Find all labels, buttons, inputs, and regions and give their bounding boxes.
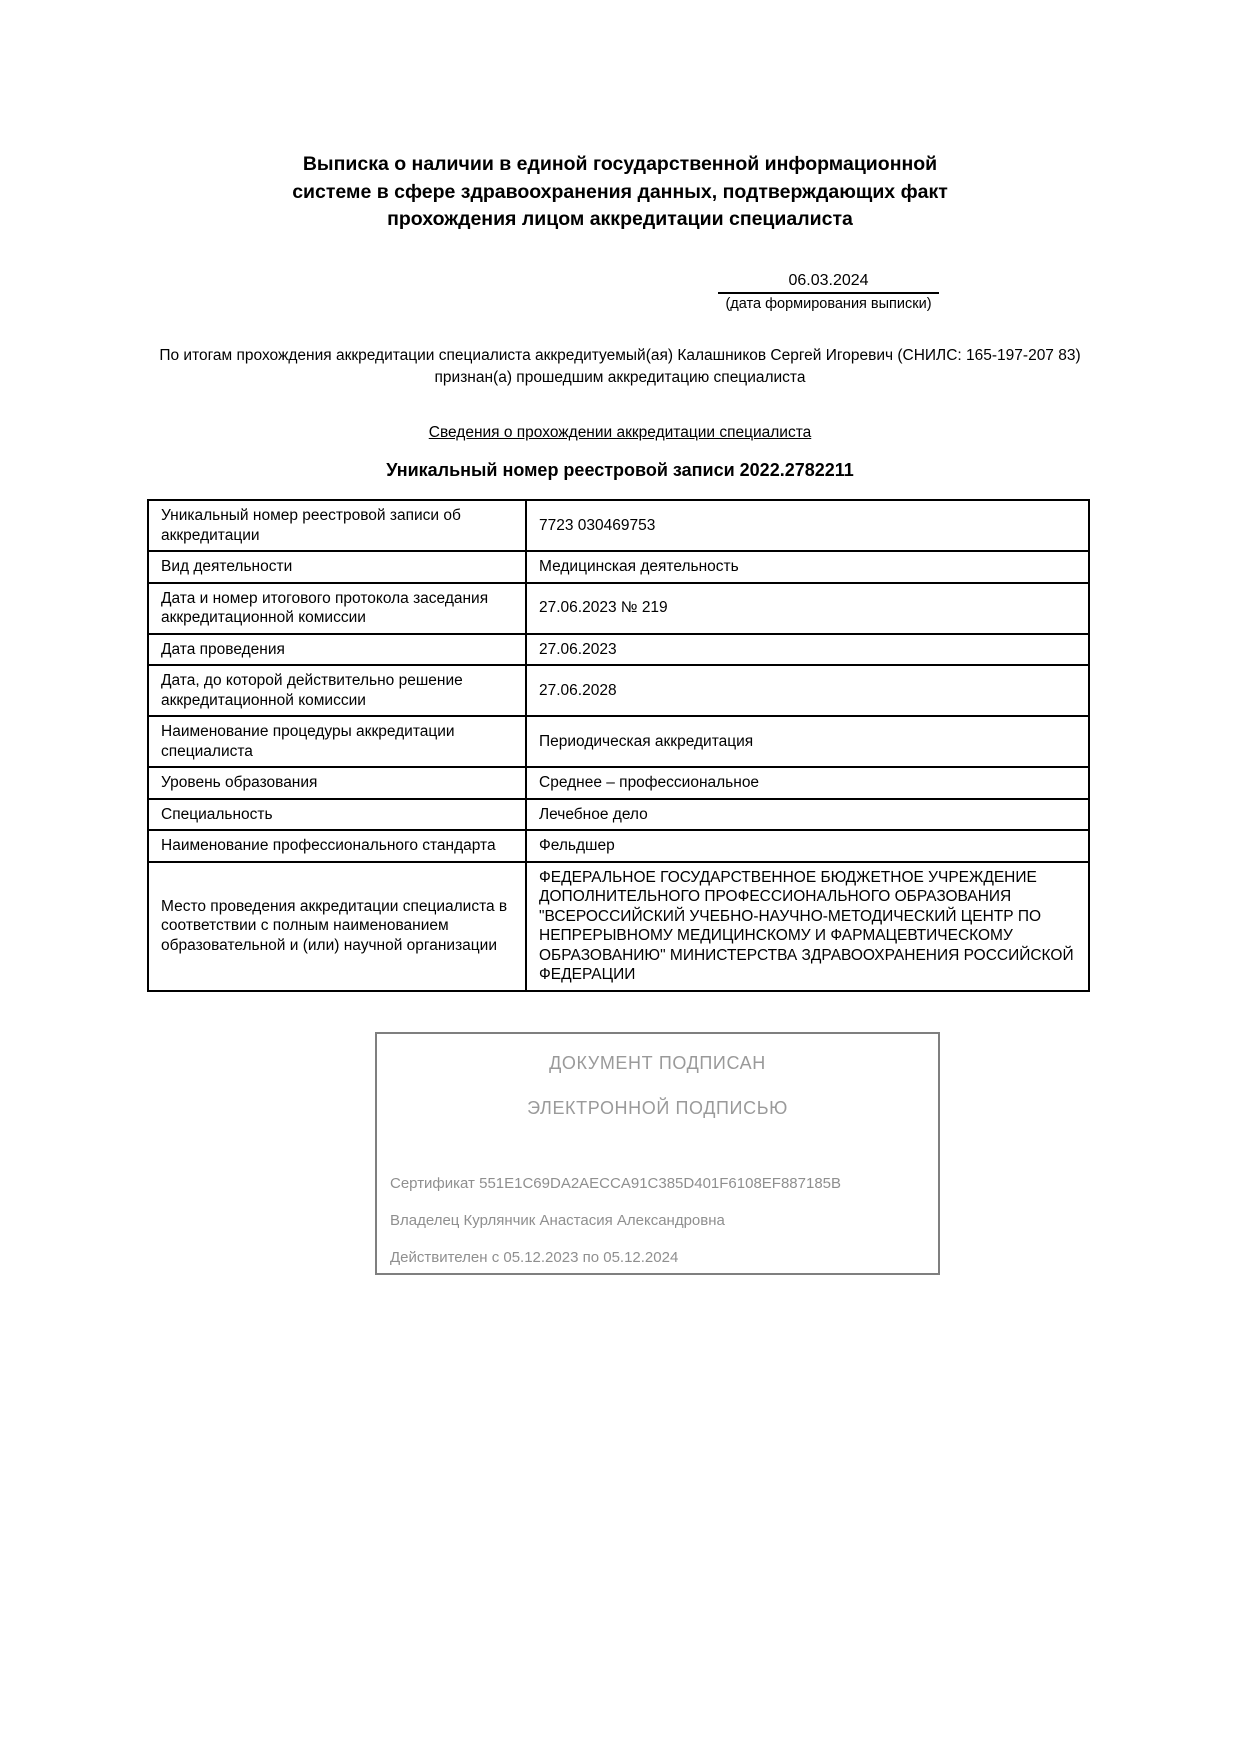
electronic-signature-stamp xyxy=(375,1032,940,1275)
document-title xyxy=(120,151,1120,234)
row-label: Дата, до которой действительно решение аккредитационной комиссии xyxy=(148,665,526,716)
row-label: Специальность xyxy=(148,799,526,831)
row-value: 27.06.2028 xyxy=(526,665,1089,716)
table-row xyxy=(148,830,1089,862)
table-row xyxy=(148,767,1089,799)
document-title-line-3: прохождения лицом аккредитации специалиста xyxy=(387,208,853,230)
signature-details xyxy=(390,1175,924,1266)
row-value: 7723 030469753 xyxy=(526,500,1089,551)
row-value: 27.06.2023 № 219 xyxy=(526,583,1089,634)
document-title-line-2: системе в сфере здравоохранения данных, подтверждающих факт xyxy=(292,180,948,203)
details-heading: Сведения о прохождении аккредитации специалиста xyxy=(428,424,812,441)
table-row xyxy=(148,500,1089,551)
intro-line-2: признан(а) прошедшим аккредитацию специалиста xyxy=(434,368,806,386)
row-value: Периодическая аккредитация xyxy=(526,716,1089,767)
signature-title-line-1: ДОКУМЕНТ ПОДПИСАН xyxy=(549,1053,766,1073)
row-value: Лечебное дело xyxy=(526,799,1089,831)
row-value: Среднее – профессиональное xyxy=(526,767,1089,799)
row-label: Уникальный номер реестровой записи об аккредитации xyxy=(148,500,526,551)
document-title-line-1: Выписка о наличии в единой государственной информационной xyxy=(302,153,938,175)
row-label: Наименование процедуры аккредитации специалиста xyxy=(148,716,526,767)
formation-date-caption: (дата формирования выписки) xyxy=(725,296,932,312)
row-label: Вид деятельности xyxy=(148,551,526,583)
table-row xyxy=(148,634,1089,666)
table-row xyxy=(148,551,1089,583)
formation-date-block xyxy=(718,271,939,313)
intro-paragraph xyxy=(70,345,1170,388)
signature-certificate: Сертификат 551E1C69DA2AECCA91C385D401F6108EF887185B xyxy=(390,1175,842,1192)
row-value: ФЕДЕРАЛЬНОЕ ГОСУДАРСТВЕННОЕ БЮДЖЕТНОЕ УЧРЕЖДЕНИЕ ДОПОЛНИТЕЛЬНОГО ПРОФЕССИОНАЛЬНОГО ОБРАЗОВАНИЯ "ВСЕРОССИЙСКИЙ УЧЕБНО-НАУЧНО-МЕТОДИЧЕСКИЙ ЦЕНТР ПО НЕПРЕРЫВНОМУ МЕДИЦИНСКОМУ И ФАРМАЦЕВТИЧЕСКОМУ ОБРАЗОВАНИЮ" МИНИСТЕРСТВА ЗДРАВООХРАНЕНИЯ РОССИЙСКОЙ ФЕДЕРАЦИИ xyxy=(526,862,1089,991)
row-label: Место проведения аккредитации специалиста в соответствии с полным наименованием образовательной и (или) научной организации xyxy=(148,862,526,991)
row-label: Дата и номер итогового протокола заседания аккредитационной комиссии xyxy=(148,583,526,634)
row-label: Дата проведения xyxy=(148,634,526,666)
signature-title-line-2: ЭЛЕКТРОННОЙ ПОДПИСЬЮ xyxy=(527,1098,788,1118)
table-row xyxy=(148,799,1089,831)
accreditation-table-body xyxy=(148,500,1089,991)
row-label: Наименование профессионального стандарта xyxy=(148,830,526,862)
formation-date: 06.03.2024 xyxy=(718,271,939,294)
signature-owner: Владелец Курлянчик Анастасия Александровна xyxy=(390,1212,725,1229)
table-row xyxy=(148,583,1089,634)
table-row xyxy=(148,862,1089,991)
table-row xyxy=(148,665,1089,716)
intro-line-1: По итогам прохождения аккредитации специалиста аккредитуемый(ая) Калашников Сергей Игоревич (СНИЛС: 165-197-207 83) xyxy=(159,347,1081,364)
row-value: Медицинская деятельность xyxy=(526,551,1089,583)
table-row xyxy=(148,716,1089,767)
row-value: Фельдшер xyxy=(526,830,1089,862)
row-label: Уровень образования xyxy=(148,767,526,799)
accreditation-table xyxy=(147,499,1090,992)
signature-validity: Действителен с 05.12.2023 по 05.12.2024 xyxy=(390,1249,679,1266)
registry-number-heading: Уникальный номер реестровой записи 2022.2782211 xyxy=(386,460,854,480)
row-value: 27.06.2023 xyxy=(526,634,1089,666)
